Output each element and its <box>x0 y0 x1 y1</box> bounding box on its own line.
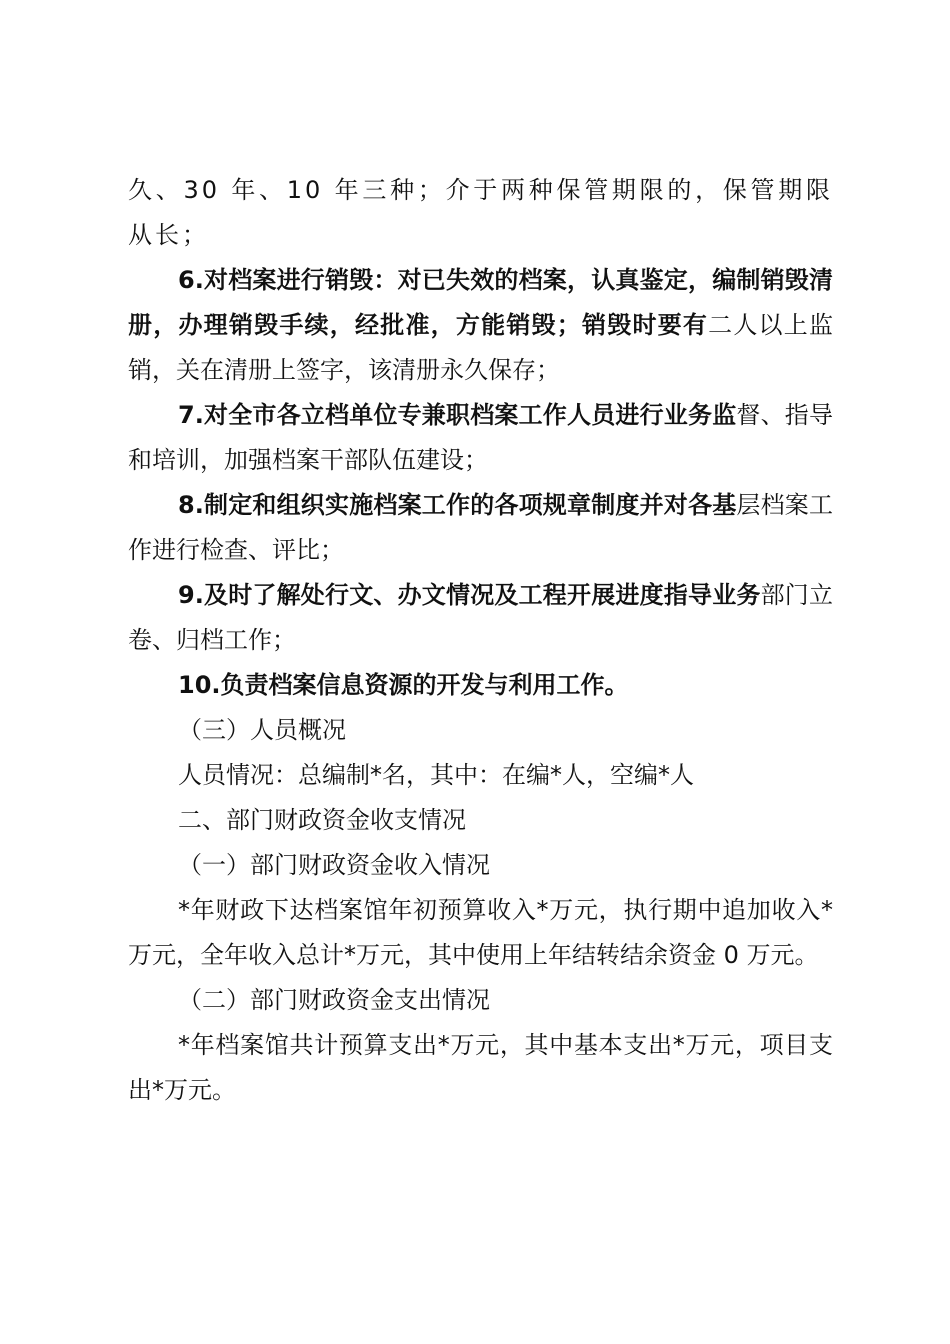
heading-expense: （二）部门财政资金支出情况 <box>178 986 490 1014</box>
paragraph-item-10: 10.负责档案信息资源的开发与利用工作。 <box>178 671 629 699</box>
item-9-bold-text: 9.及时了解处行文、办文情况及工程开展进度指导业务 <box>178 581 761 609</box>
document-page <box>128 168 833 1113</box>
item-8-text: 层档案工作进行检查、评比； <box>128 491 833 564</box>
item-7-bold-text: 7.对全市各立档单位专兼职档案工作人员进行业务监 <box>178 401 737 429</box>
item-9-text: 部门立卷、归档工作； <box>128 581 833 654</box>
item-7-text: 督、指导和培训，加强档案干部队伍建设； <box>128 401 833 474</box>
paragraph-item-6 <box>128 258 833 393</box>
heading-staff-overview: （三）人员概况 <box>178 716 346 744</box>
paragraph-item-7 <box>128 393 833 483</box>
paragraph-item-9 <box>128 573 833 663</box>
paragraph-item-8 <box>128 483 833 573</box>
heading-section-2: 二、部门财政资金收支情况 <box>178 806 466 834</box>
item-6-text: 二人以上监销，关在清册上签字，该清册永久保存； <box>128 311 833 384</box>
item-6-bold-text: 6.对档案进行销毁：对已失效的档案，认真鉴定，编制销毁清册，办理销毁手续，经批准，方能销毁；销毁时要有 <box>128 266 833 339</box>
paragraph-expense: *年档案馆共计预算支出*万元，其中基本支出*万元，项目支出*万元。 <box>128 1031 833 1104</box>
heading-income: （一）部门财政资金收入情况 <box>178 851 490 879</box>
paragraph-staff-info: 人员情况：总编制*名，其中：在编*人，空编*人 <box>178 761 694 789</box>
item-8-bold-text: 8.制定和组织实施档案工作的各项规章制度并对各基 <box>178 491 737 519</box>
paragraph-retention-periods: 久、30 年、10 年三种；介于两种保管期限的，保管期限从长； <box>128 176 833 249</box>
paragraph-income: *年财政下达档案馆年初预算收入*万元，执行期中追加收入*万元，全年收入总计*万元，其中使用上年结转结余资金 0 万元。 <box>128 896 833 969</box>
